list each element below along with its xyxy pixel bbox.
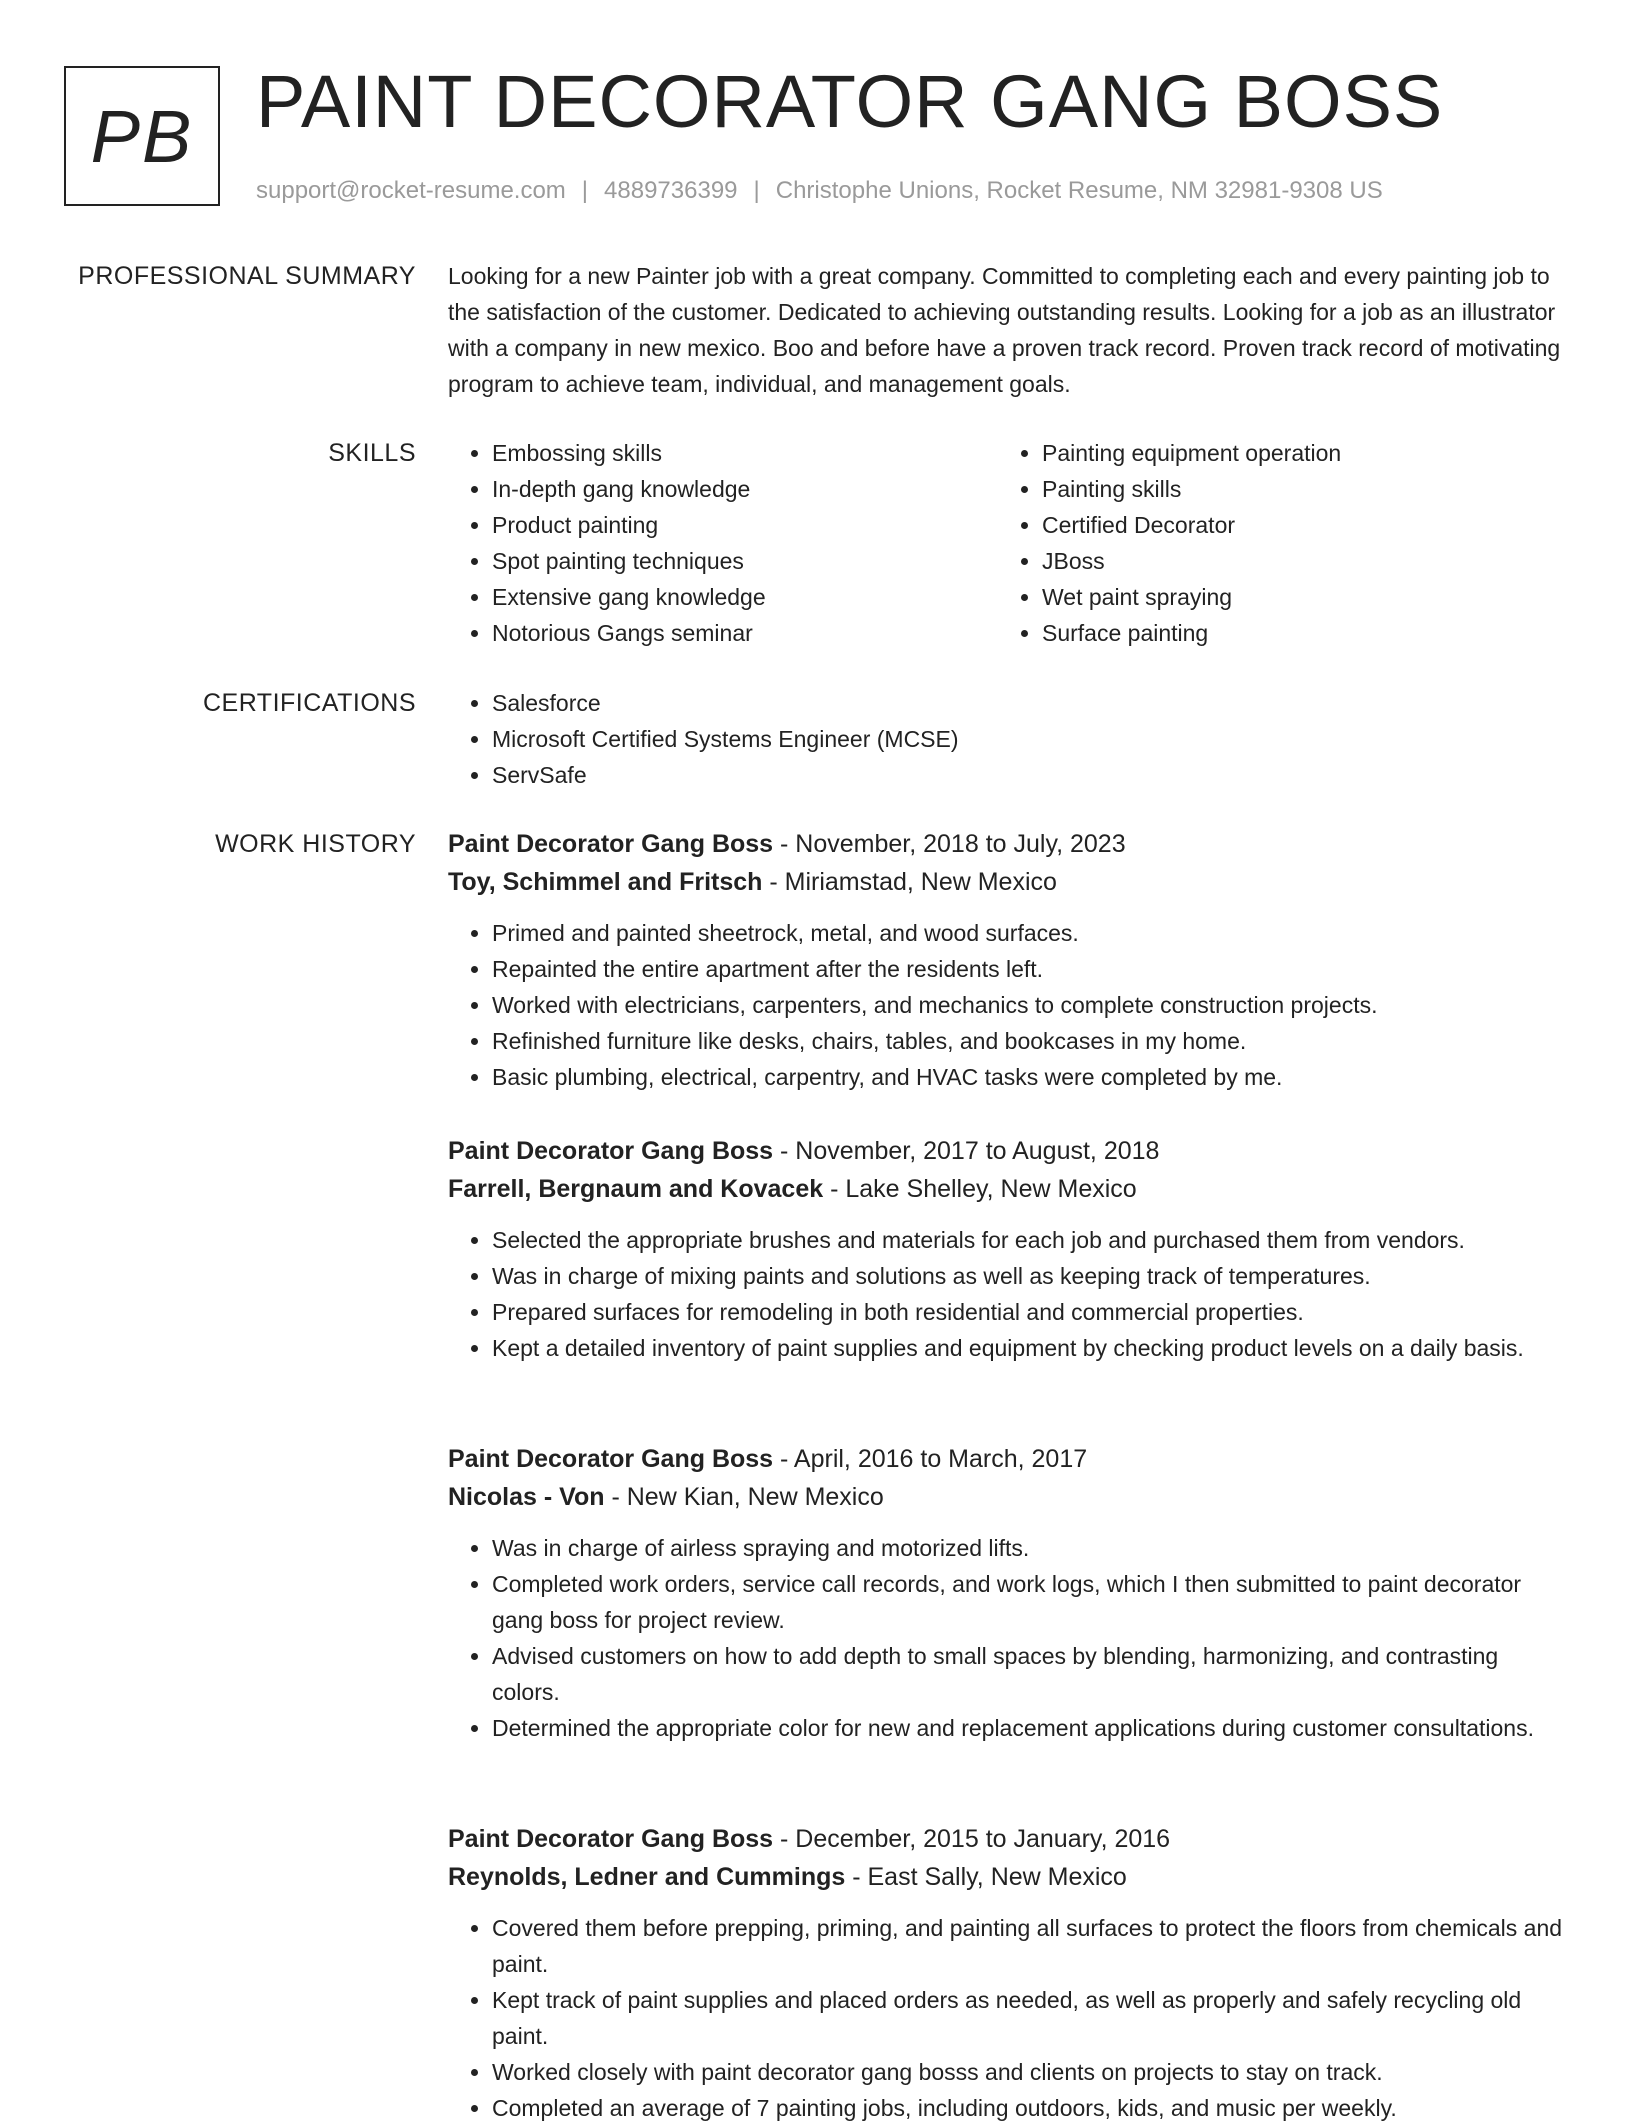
job-role: Paint Decorator Gang Boss	[448, 1825, 774, 1853]
job-title-line	[448, 1820, 1568, 1858]
job-duty-item: • Selected the appropriate brushes and materials for each job and purchased them from vendors.	[492, 1222, 1568, 1258]
job-duty-item: • Completed an average of 7 painting jobs, including outdoors, kids, and music per weekly.	[492, 2090, 1568, 2126]
skill-item: • Product painting	[492, 507, 992, 543]
job-company: Nicolas - Von	[448, 1483, 605, 1511]
job-location: - Miriamstad, New Mexico	[762, 868, 1057, 896]
skill-item: • Embossing skills	[492, 435, 992, 471]
job-dates: - November, 2017 to August, 2018	[773, 1137, 1160, 1165]
job-dates: - April, 2016 to March, 2017	[773, 1445, 1088, 1473]
job-location: - Lake Shelley, New Mexico	[823, 1175, 1137, 1203]
skill-item: • Painting equipment operation	[1042, 435, 1582, 471]
job-duty-item: • Worked with electricians, carpenters, and mechanics to complete construction projects.	[492, 987, 1568, 1023]
skill-item: • Surface painting	[1042, 615, 1582, 651]
job-duties-list	[448, 1222, 1568, 1366]
job-entry	[448, 1440, 1568, 1746]
skill-item: • Extensive gang knowledge	[492, 579, 992, 615]
skill-item: • Wet paint spraying	[1042, 579, 1582, 615]
job-duty-item: • Advised customers on how to add depth to small spaces by blending, harmonizing, and contrasting colors.	[492, 1638, 1568, 1710]
contact-separator: |	[753, 177, 760, 204]
section-title-skills: SKILLS	[328, 439, 416, 467]
certification-item: • Microsoft Certified Systems Engineer (MCSE)	[492, 721, 1568, 757]
job-duty-item: • Prepared surfaces for remodeling in both residential and commercial properties.	[492, 1294, 1568, 1330]
job-title-line	[448, 1440, 1568, 1478]
job-entry	[448, 825, 1568, 1095]
certifications-body	[448, 685, 1568, 793]
job-company-line	[448, 1858, 1568, 1896]
job-role: Paint Decorator Gang Boss	[448, 1137, 774, 1165]
job-company: Farrell, Bergnaum and Kovacek	[448, 1175, 824, 1203]
contact-address: Christophe Unions, Rocket Resume, NM 32981-9308 US	[775, 177, 1383, 204]
skill-item: • Notorious Gangs seminar	[492, 615, 992, 651]
job-duty-item: • Worked closely with paint decorator gang bosss and clients on projects to stay on track.	[492, 2054, 1568, 2090]
contact-phone[interactable]: 4889736399	[604, 177, 738, 204]
job-location: - New Kian, New Mexico	[604, 1483, 884, 1511]
certification-item: • Salesforce	[492, 685, 1568, 721]
job-entry	[448, 1132, 1568, 1366]
job-duty-item: • Covered them before prepping, priming, and painting all surfaces to protect the floors from chemicals and paint.	[492, 1910, 1568, 1982]
job-duty-item: • Determined the appropriate color for new and replacement applications during customer consultations.	[492, 1710, 1568, 1746]
skill-item: • Spot painting techniques	[492, 543, 992, 579]
job-entry	[448, 1820, 1568, 2126]
skill-item: • Painting skills	[1042, 471, 1582, 507]
contact-email[interactable]: support@rocket-resume.com	[256, 177, 566, 204]
job-company-line	[448, 863, 1568, 901]
job-title-line	[448, 1132, 1568, 1170]
section-title-certifications: CERTIFICATIONS	[202, 689, 416, 717]
monogram-logo: PB	[64, 66, 220, 206]
job-title-line	[448, 825, 1568, 863]
job-duties-list	[448, 915, 1568, 1095]
certifications-list	[448, 685, 1568, 793]
section-title-summary: PROFESSIONAL SUMMARY	[78, 262, 416, 290]
job-duty-item: • Was in charge of airless spraying and motorized lifts.	[492, 1530, 1568, 1566]
summary-body	[448, 258, 1568, 402]
job-dates: - November, 2018 to July, 2023	[773, 830, 1126, 858]
skill-item: • In-depth gang knowledge	[492, 471, 992, 507]
job-duty-item: • Was in charge of mixing paints and solutions as well as keeping track of temperatures.	[492, 1258, 1568, 1294]
job-duty-item: • Basic plumbing, electrical, carpentry, and HVAC tasks were completed by me.	[492, 1059, 1568, 1095]
page-title: PAINT DECORATOR GANG BOSS	[256, 60, 1444, 143]
job-company: Toy, Schimmel and Fritsch	[448, 868, 763, 896]
job-dates: - December, 2015 to January, 2016	[773, 1825, 1171, 1853]
contact-separator: |	[581, 177, 589, 204]
job-company: Reynolds, Ledner and Cummings	[448, 1863, 846, 1891]
skill-item: • Certified Decorator	[1042, 507, 1582, 543]
skills-list-left	[448, 435, 992, 651]
skills-body	[448, 435, 1568, 651]
job-duty-item: • Kept track of paint supplies and placed orders as needed, as well as properly and safely recycling old paint.	[492, 1982, 1568, 2054]
job-role: Paint Decorator Gang Boss	[448, 830, 774, 858]
job-location: - East Sally, New Mexico	[845, 1863, 1127, 1891]
certification-item: • ServSafe	[492, 757, 1568, 793]
section-title-work-history: WORK HISTORY	[215, 830, 416, 858]
job-duty-item: • Primed and painted sheetrock, metal, and wood surfaces.	[492, 915, 1568, 951]
job-company-line	[448, 1170, 1568, 1208]
job-duty-item: • Kept a detailed inventory of paint supplies and equipment by checking product levels on a daily basis.	[492, 1330, 1568, 1366]
job-duty-item: • Refinished furniture like desks, chairs, tables, and bookcases in my home.	[492, 1023, 1568, 1059]
job-duties-list	[448, 1530, 1568, 1746]
summary-text: Looking for a new Painter job with a great company. Committed to completing each and every painting job to the satisfaction of the customer. Dedicated to achieving outstanding results. Looking for a job as an illustrator with a company in new mexico. Boo and before have a proven track record. Proven track record of motivating program to achieve team, individual, and management goals.	[448, 263, 1561, 397]
skill-item: • JBoss	[1042, 543, 1582, 579]
job-duty-item: • Repainted the entire apartment after the residents left.	[492, 951, 1568, 987]
contact-line	[256, 174, 1383, 208]
job-company-line	[448, 1478, 1568, 1516]
job-duty-item: • Completed work orders, service call records, and work logs, which I then submitted to paint decorator gang boss for project review.	[492, 1566, 1568, 1638]
job-duties-list	[448, 1910, 1568, 2126]
skills-list-right	[998, 435, 1582, 651]
job-role: Paint Decorator Gang Boss	[448, 1445, 774, 1473]
